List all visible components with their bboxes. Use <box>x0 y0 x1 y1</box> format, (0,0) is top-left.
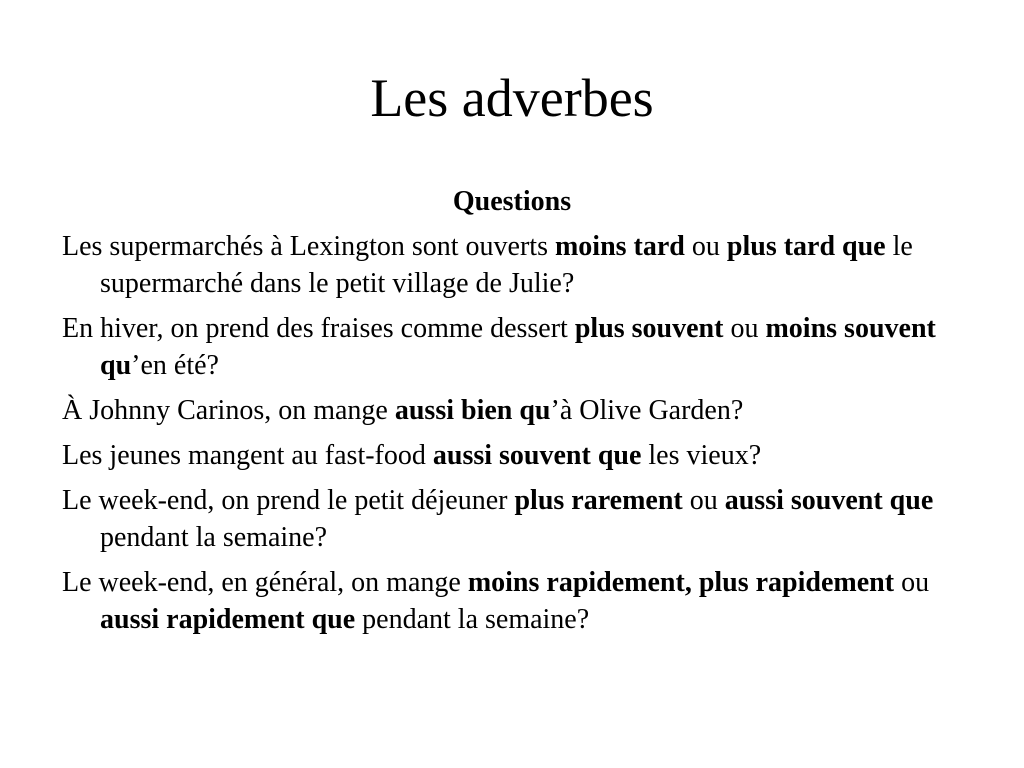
question-item <box>62 564 962 638</box>
adverb-phrase: moins souvent qu <box>100 313 936 381</box>
question-text: pendant la semaine? <box>355 604 590 635</box>
adverb-phrase: aussi rapidement que <box>100 604 356 635</box>
question-text: ou <box>723 313 766 344</box>
question-text: pendant la semaine? <box>100 522 328 553</box>
question-item <box>62 437 962 474</box>
question-item <box>62 310 962 384</box>
question-text: ’en été? <box>131 350 219 381</box>
question-text: ’à Olive Garden? <box>550 395 744 426</box>
question-text: Les jeunes mangent au fast-food <box>62 440 433 471</box>
question-item <box>62 482 962 556</box>
question-text: En hiver, on prend des fraises comme dessert <box>62 313 575 344</box>
adverb-phrase: moins rapidement, plus rapidement <box>467 567 895 598</box>
adverb-phrase: aussi souvent que <box>724 485 934 516</box>
question-text: Le week-end, on prend le petit déjeuner <box>62 485 515 516</box>
slide-subtitle: Questions <box>452 186 572 217</box>
question-text: le supermarché dans le petit village de Julie? <box>100 231 913 299</box>
question-text: les vieux? <box>641 440 762 471</box>
adverb-phrase: plus souvent <box>574 313 724 344</box>
adverb-phrase: plus rarement <box>514 485 683 516</box>
question-text: ou <box>684 231 727 262</box>
adverb-phrase: aussi bien qu <box>394 395 551 426</box>
adverb-phrase: moins tard <box>554 231 685 262</box>
question-list <box>62 228 962 646</box>
slide-title: Les adverbes <box>370 68 654 128</box>
question-item <box>62 392 962 429</box>
question-text: À Johnny Carinos, on mange <box>62 395 395 426</box>
question-text: Les supermarchés à Lexington sont ouverts <box>62 231 555 262</box>
question-text: ou <box>682 485 725 516</box>
adverb-phrase: plus tard que <box>726 231 886 262</box>
question-text: Le week-end, en général, on mange <box>62 567 468 598</box>
adverb-phrase: aussi souvent que <box>432 440 642 471</box>
question-text: ou <box>894 567 930 598</box>
question-item <box>62 228 962 302</box>
